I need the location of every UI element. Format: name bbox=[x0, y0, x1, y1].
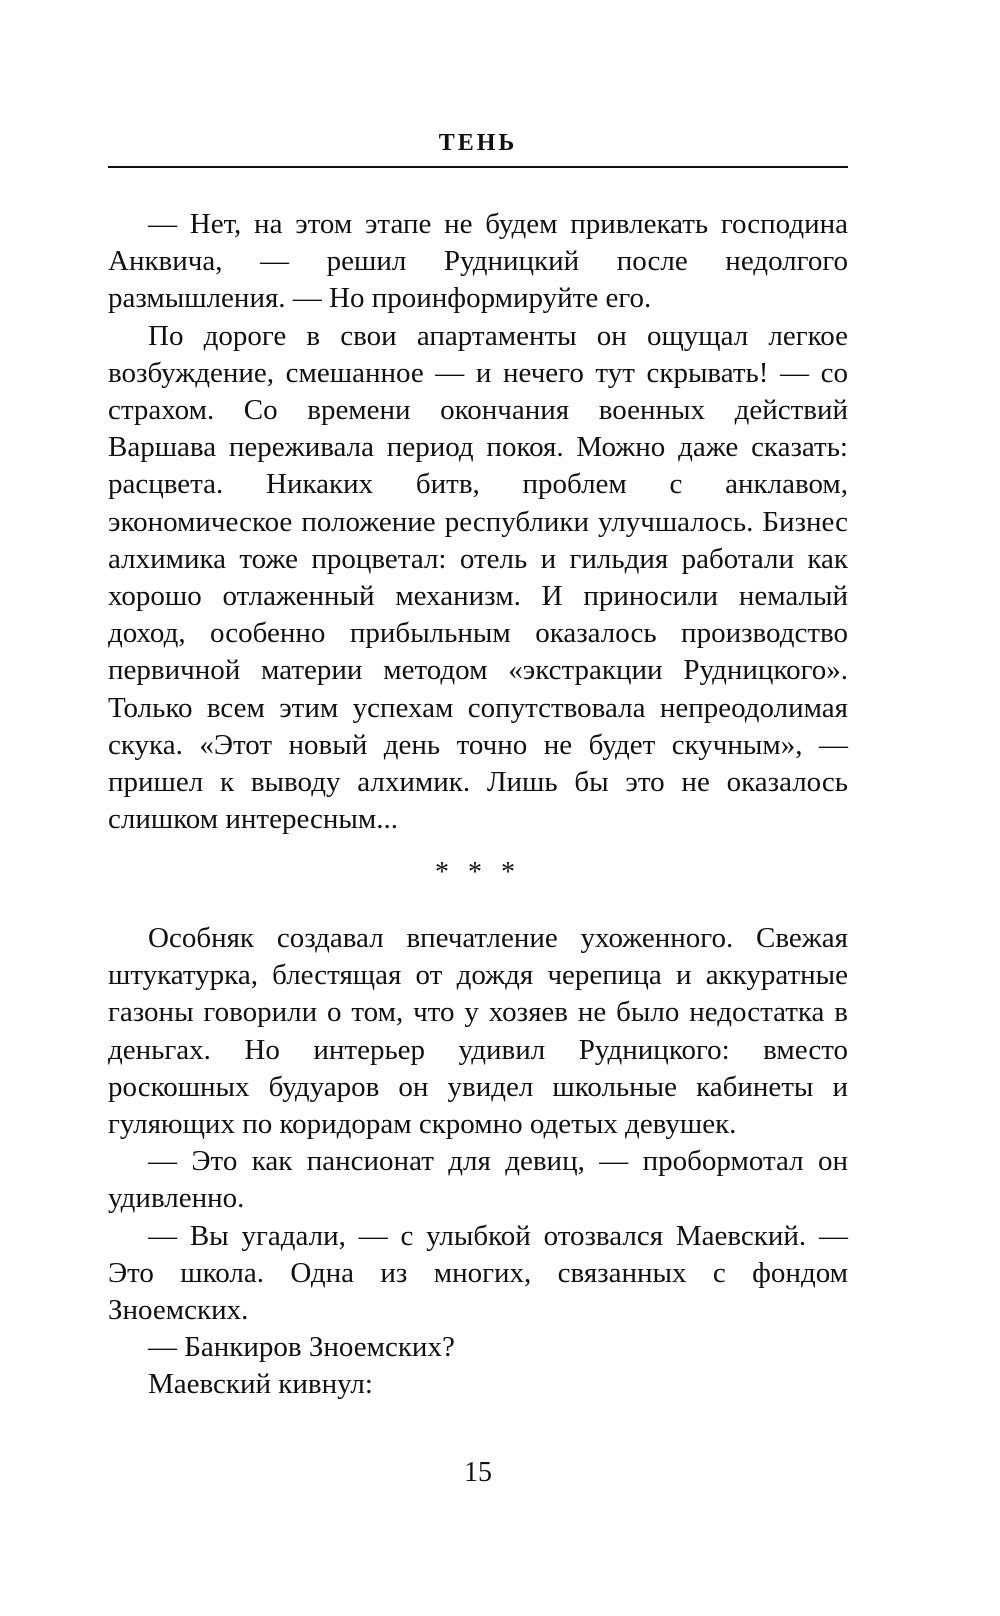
paragraph: Особняк создавал впечатление ухоженного. Свежая штукатурка, блестящая от дождя черепица и аккуратные газоны говорили о том, что у хозяев не было недостатка в деньгах. Но интерьер удивил Рудницкого: вместо роскошных будуаров он увидел школьные кабинеты и гуляющих по коридорам скромно одетых девушек. bbox=[108, 922, 848, 1141]
scene-break-asterisks: * * * bbox=[435, 857, 521, 888]
paragraph: — Вы угадали, — с улыбкой отозвался Маевский. — Это школа. Одна из многих, связанных с фондом Зноемских. bbox=[108, 1219, 848, 1327]
text-section-1 bbox=[108, 206, 848, 838]
paragraph: — Банкиров Зноемских? bbox=[148, 1331, 455, 1364]
paragraph: По дороге в свои апартаменты он ощущал легкое возбуждение, смешанное — и нечего тут скрывать! — со страхом. Со времени окончания военных действий Варшава переживала период покоя. Можно даже сказать: расцвета. Никаких битв, проблем с анклавом, экономическое положение республики улучшалось. Бизнес алхимика тоже процветал: отель и гильдия работали как хорошо отлаженный механизм. И приносили немалый доход, особенно прибыльным оказалось производство первичной материи методом «экстракции Рудницкого». Только всем этим успехам сопутствовала непреодолимая скука. «Этот новый день точно не будет скучным», — пришел к выводу алхимик. Лишь бы это не оказалось слишком интересным... bbox=[108, 319, 848, 836]
paragraph: — Это как пансионат для девиц, — пробормотал он удивленно. bbox=[108, 1145, 848, 1215]
running-title: ТЕНЬ bbox=[438, 130, 518, 156]
paragraph: Маевский кивнул: bbox=[148, 1368, 373, 1401]
text-section-2 bbox=[108, 920, 848, 1404]
page-number: 15 bbox=[464, 1457, 492, 1488]
header-rule bbox=[108, 166, 848, 168]
paragraph: — Нет, на этом этапе не будем привлекать господина Анквича, — решил Рудницкий после недолгого размышления. — Но проинформируйте его. bbox=[108, 208, 848, 315]
